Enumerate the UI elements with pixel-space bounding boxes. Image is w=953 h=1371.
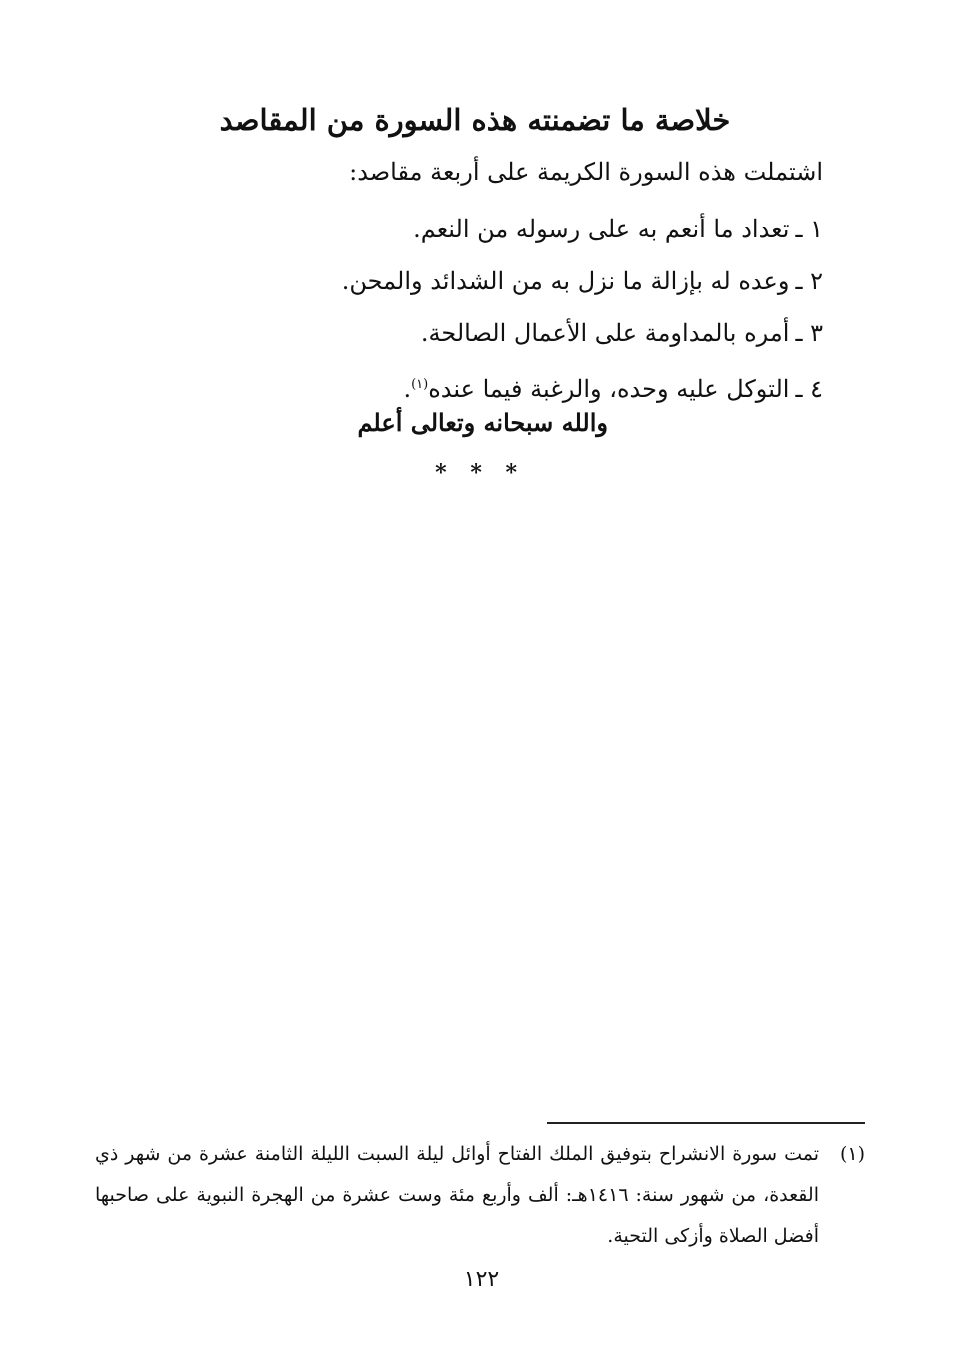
item-text: تعداد ما أنعم به على رسوله من النعم. xyxy=(413,215,790,243)
list-item xyxy=(342,307,823,359)
list-item xyxy=(342,203,823,255)
list-item xyxy=(342,255,823,307)
item-number: ٢ ـ xyxy=(795,267,823,295)
item-number: ٣ ـ xyxy=(795,319,823,347)
section-separator: * * * xyxy=(435,460,525,486)
footnote-text: تمت سورة الانشراح بتوفيق الملك الفتاح أوائل ليلة السبت الليلة الثامنة عشرة من شهر ذي القعدة، من شهور سنة: ١٤١٦هـ: ألف وأربع مئة وست عشرة من الهجرة النبوية على صاحبها أفضل الصلاة وأزكى التحية. xyxy=(95,1143,819,1247)
item-text: وعده له بإزالة ما نزل به من الشدائد والمحن. xyxy=(341,267,790,295)
footnote xyxy=(95,1134,865,1257)
item-end-punctuation: . xyxy=(403,375,412,403)
item-text: التوكل عليه وحده، والرغبة فيما عنده xyxy=(428,375,790,403)
page-number: ١٢٢ xyxy=(463,1267,500,1292)
item-number: ١ ـ xyxy=(795,215,823,243)
objectives-list xyxy=(342,203,823,415)
footnote-marker: (١) xyxy=(839,1143,865,1165)
item-text: أمره بالمداومة على الأعمال الصالحة. xyxy=(420,319,790,347)
item-number: ٤ ـ xyxy=(795,375,823,403)
intro-paragraph: اشتملت هذه السورة الكريمة على أربعة مقاصد: xyxy=(349,158,823,186)
footnote-divider xyxy=(547,1122,865,1124)
footnote-reference[interactable]: (١) xyxy=(411,377,429,392)
closing-phrase: والله سبحانه وتعالى أعلم xyxy=(357,408,608,437)
section-title: خلاصة ما تضمنته هذه السورة من المقاصد xyxy=(219,103,731,137)
